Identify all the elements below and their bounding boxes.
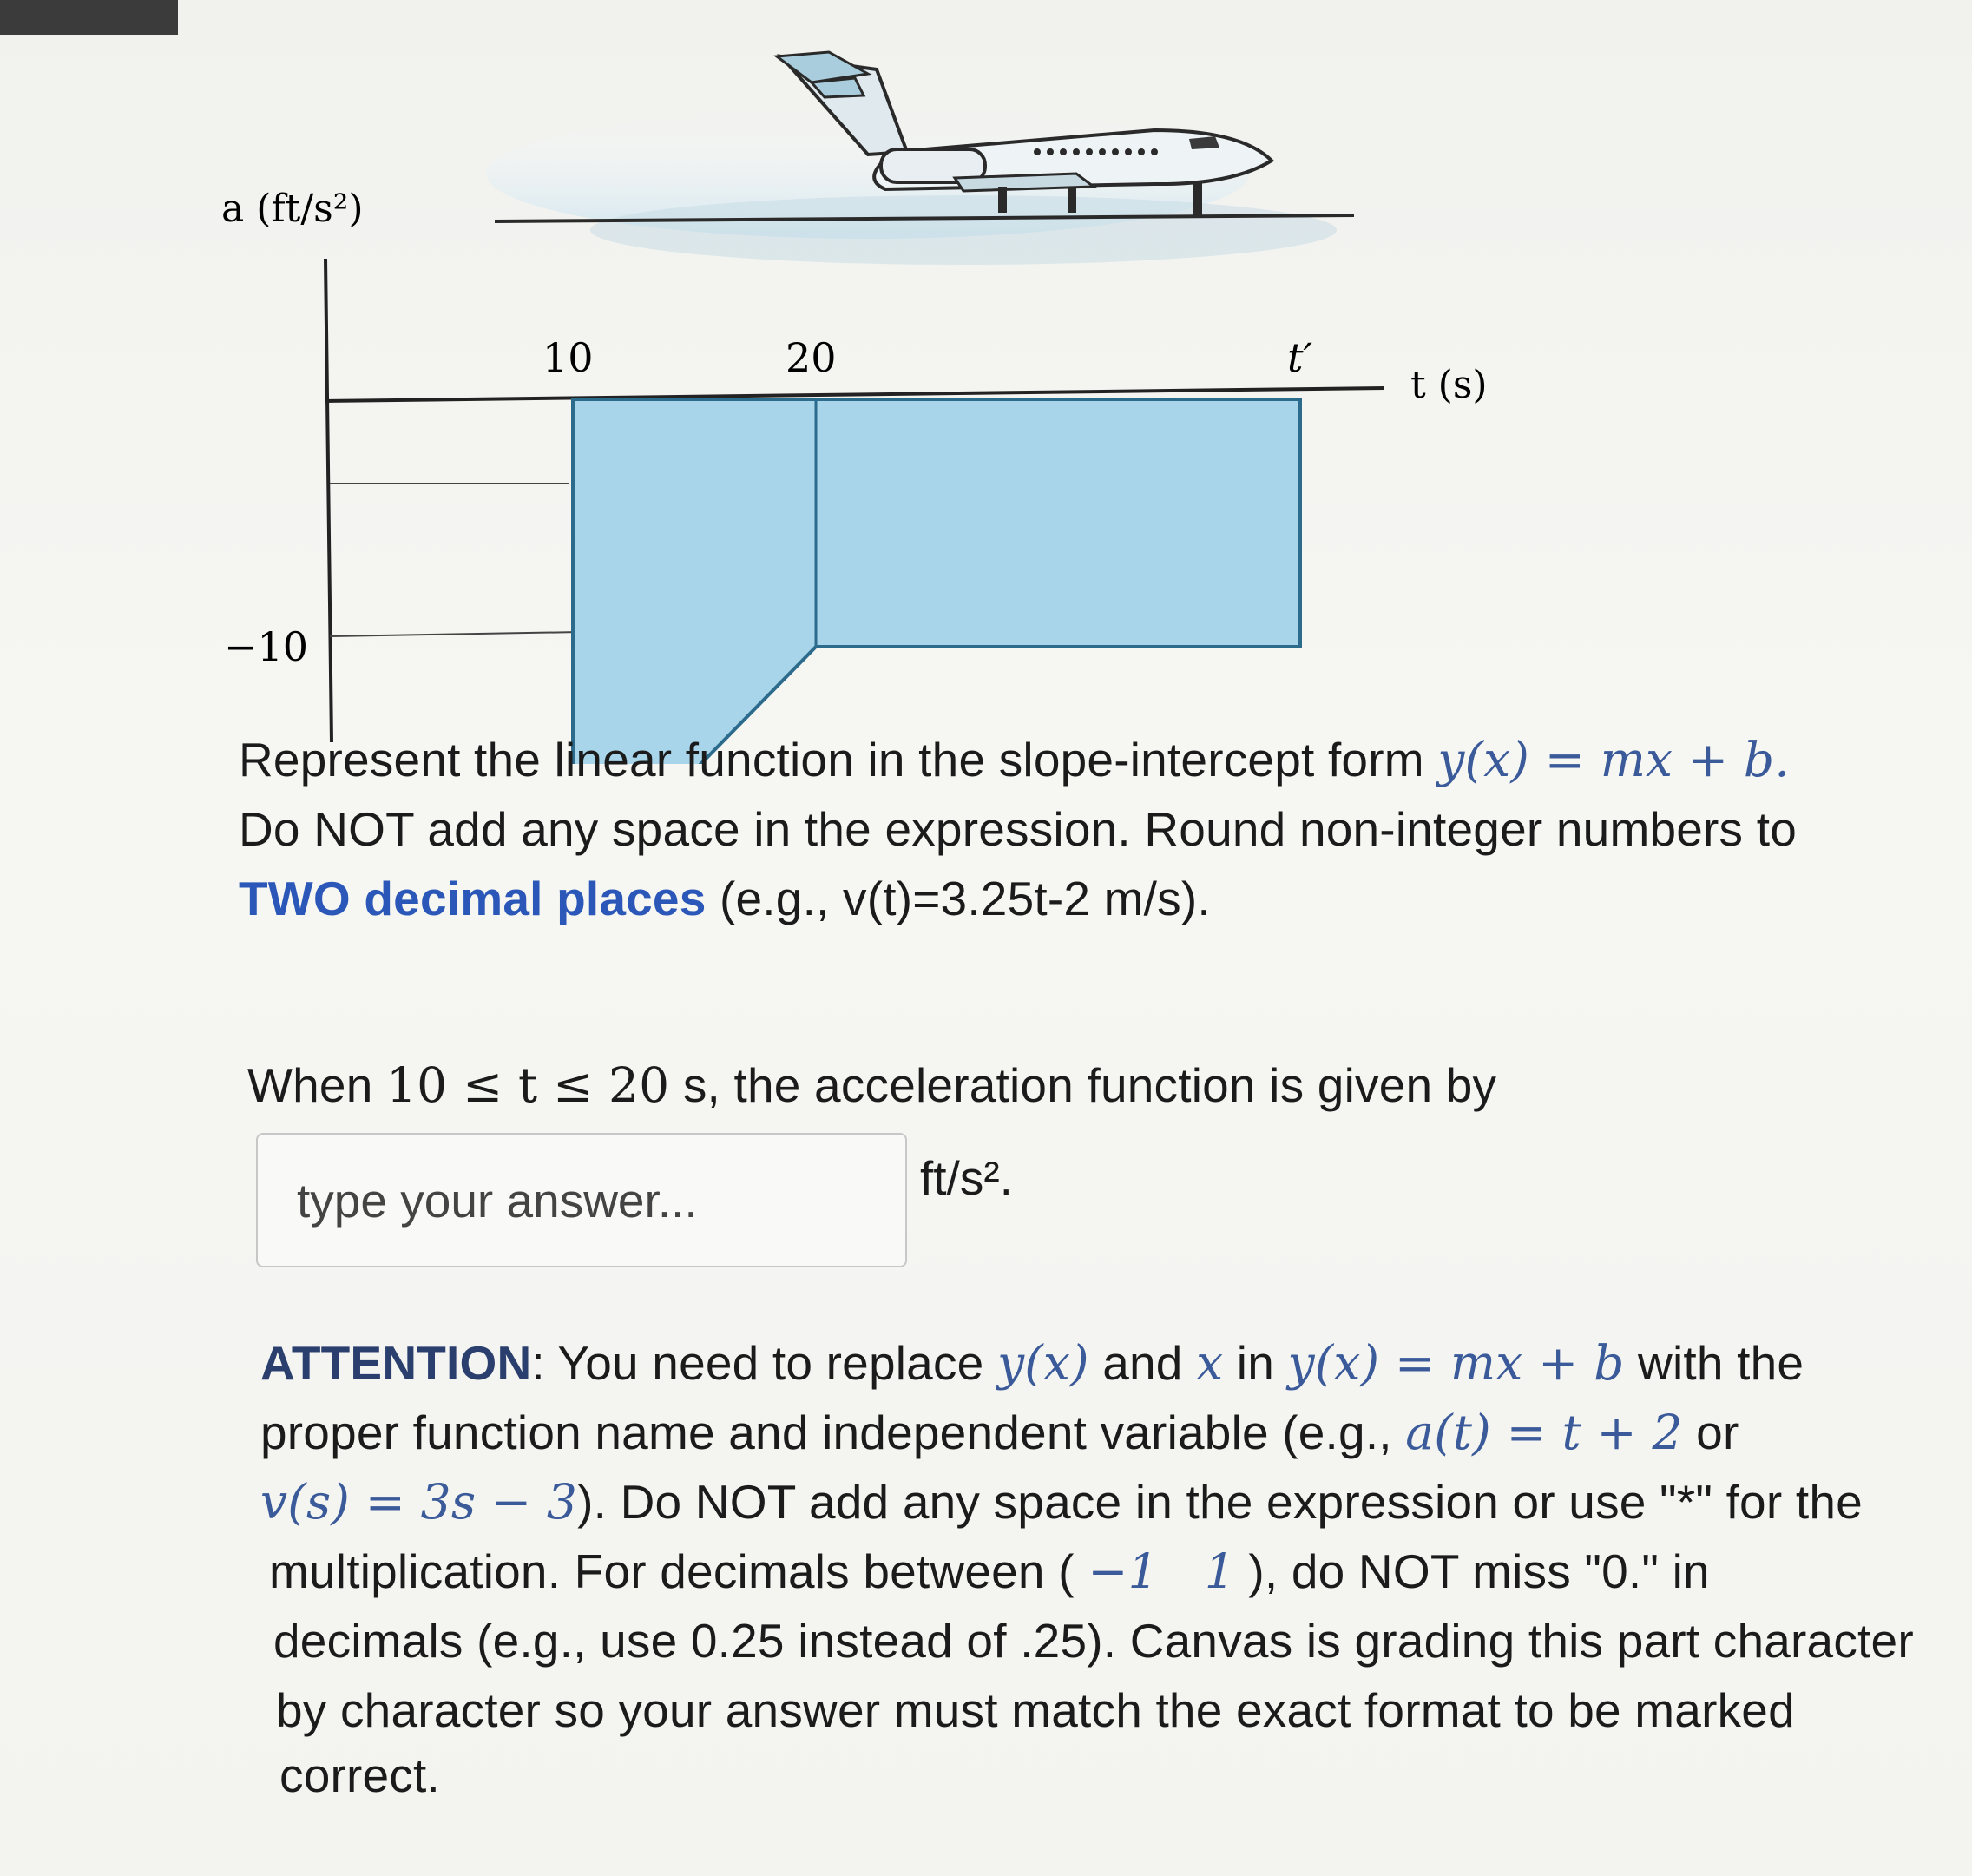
attention-text: ). Do NOT add any space in the expression or use "*" for the [577, 1475, 1863, 1529]
two-decimal-highlight: TWO decimal places [239, 872, 707, 925]
acceleration-figure [0, 0, 1972, 764]
question-text [247, 1050, 1496, 1120]
math-expression: −1 1 [1088, 1544, 1235, 1599]
attention-line-1 [260, 1328, 1804, 1398]
math-expression: y(x) [996, 1335, 1089, 1391]
answer-input[interactable] [258, 1135, 905, 1266]
attention-line-2 [260, 1398, 1739, 1467]
plot-area [224, 259, 1384, 764]
attention-line-6: by character so your answer must match the exact format to be marked [276, 1683, 1795, 1737]
attention-line-5: decimals (e.g., use 0.25 instead of .25). Canvas is grading this part character [273, 1614, 1914, 1668]
attention-text: in [1223, 1336, 1288, 1390]
attention-text: proper function name and independent variable (e.g., [260, 1405, 1406, 1459]
attention-line-7: correct. [279, 1748, 440, 1802]
attention-line-3 [260, 1467, 1863, 1537]
math-expression: y(x) = mx + b [1287, 1335, 1625, 1391]
time-condition: 10 ≤ t ≤ 20 [385, 1057, 670, 1113]
instructions-line-3 [239, 864, 1211, 933]
math-expression: x [1196, 1335, 1224, 1391]
airplane-illustration [486, 52, 1354, 265]
attention-text: or [1682, 1405, 1739, 1459]
x-tick-label: 10 [542, 334, 594, 381]
instructions-line-1 [239, 725, 1790, 794]
attention-text: and [1088, 1336, 1197, 1390]
acceleration-area [573, 399, 1300, 764]
y-axis-line [325, 259, 332, 742]
answer-unit: ft/s². [920, 1151, 1013, 1205]
x-axis-label: t (s) [1410, 363, 1488, 407]
attention-text: ), do NOT miss "0." in [1234, 1544, 1710, 1598]
attention-line-4 [269, 1537, 1710, 1606]
instructions-text: Represent the linear function in the slope-intercept form [239, 733, 1438, 787]
runway-shadow [590, 195, 1337, 265]
answer-box[interactable] [256, 1133, 907, 1267]
gridline-minus-20 [330, 632, 580, 636]
attention-text: multiplication. For decimals between ( [269, 1544, 1088, 1598]
slope-intercept-formula: y(x) = mx + b. [1437, 732, 1791, 787]
question-suffix: s, the acceleration function is given by [669, 1058, 1497, 1112]
question-prefix: When [247, 1058, 386, 1112]
y-tick-label: −10 [224, 623, 309, 670]
x-tick-label: t′ [1287, 334, 1312, 381]
math-expression: a(t) = t + 2 [1405, 1405, 1683, 1460]
instructions-example: (e.g., v(t)=3.25t-2 m/s). [706, 872, 1211, 925]
x-tick-label: 20 [786, 334, 837, 381]
attention-label: ATTENTION [260, 1336, 532, 1390]
instructions-line-2: Do NOT add any space in the expression. Round non-integer numbers to [239, 802, 1798, 856]
math-expression: v(s) = 3s − 3 [260, 1474, 578, 1530]
attention-text: with the [1624, 1336, 1804, 1390]
attention-text: : You need to replace [531, 1336, 997, 1390]
y-axis-label: a (ft/s²) [221, 187, 364, 231]
